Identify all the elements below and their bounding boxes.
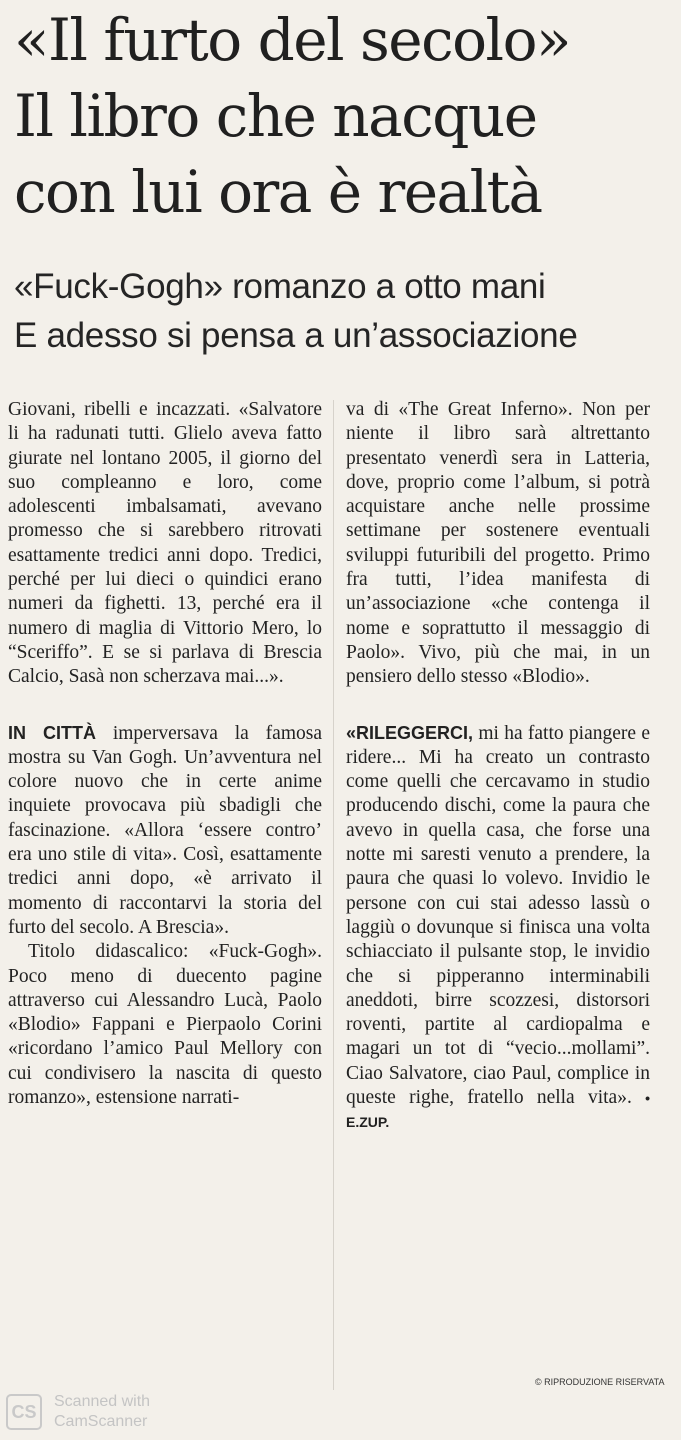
left-column bbox=[8, 398, 322, 1110]
subheadline-line-2: E adesso si pensa a un’associazione bbox=[14, 316, 578, 355]
headline-line-1: «Il furto del secolo» bbox=[14, 6, 570, 74]
left-paragraph-3: Titolo didascalico: «Fuck-Gogh». Poco meno di duecento pagine attraverso cui Alessandro Lucà, Paolo «Blodio» Fappani e Pierpaolo Corini «ricordano l’amico Paul Mellory con cui condivisero la nascita di questo romanzo», estensione narrati- bbox=[8, 941, 322, 1109]
headline bbox=[14, 2, 674, 230]
watermark-line-1: Scanned with bbox=[54, 1393, 151, 1410]
author-signature: • E.ZUP. bbox=[346, 1090, 651, 1131]
column-divider bbox=[333, 400, 334, 1390]
right-column bbox=[346, 398, 650, 1135]
paragraph-text: imperversava la famosa mostra su Van Gogh. Un’avventura nel colore nuovo che in certe anime inquiete provocava più sbadigli che fascinazione. «Allora ‘essere contro’ era uno stile di vita». Così, esattamente tredici anni dopo, «è arrivato il momento di raccontarvi la storia del furto del secolo. A Brescia». bbox=[8, 722, 322, 938]
left-paragraph-1: Giovani, ribelli e incazzati. «Salvatore li ha radunati tutti. Glielo aveva fatto giurate nel lontano 2005, il giorno del suo compleanno e loro, come adolescenti imbalsamati, avevano promesso che si sarebbero ritrovati esattamente tredici anni dopo. Tredici, perché per lui dieci o quindici erano numeri da fighetti. 13, perché era il numero di maglia di Vittorio Mero, lo “Sceriffo”. E se si parlava di Brescia Calcio, Sasà non scherzava mai...». bbox=[8, 399, 322, 688]
camscanner-logo-icon: CS bbox=[6, 1394, 42, 1430]
right-paragraph-2 bbox=[346, 721, 650, 1135]
headline-line-2: Il libro che nacque bbox=[14, 82, 537, 150]
paragraph-lead: IN CITTÀ bbox=[8, 722, 96, 743]
copyright-notice: © RIPRODUZIONE RISERVATA bbox=[535, 1377, 665, 1387]
subheadline-line-1: «Fuck-Gogh» romanzo a otto mani bbox=[14, 267, 546, 306]
scanner-watermark bbox=[6, 1390, 206, 1434]
paragraph-gap bbox=[8, 690, 322, 721]
watermark-text bbox=[54, 1392, 150, 1432]
paragraph-lead: «RILEGGERCI, bbox=[346, 722, 474, 743]
subheadline bbox=[14, 262, 674, 360]
paragraph-gap bbox=[346, 690, 650, 721]
watermark-line-2: CamScanner bbox=[54, 1413, 148, 1430]
left-paragraph-2 bbox=[8, 721, 322, 941]
right-paragraph-1: va di «The Great Inferno». Non per niente il libro sarà altrettanto presentato venerdì sera in Latteria, dove, proprio come l’album, si potrà acquistare anche nelle prossime settimane per sostenere eventuali sviluppi futuribili del progetto. Primo fra tutti, l’idea manifesta di un’associazione «che contenga il nome e soprattutto il messaggio di Paolo». Vivo, più che mai, in un pensiero dello stesso «Blodio». bbox=[346, 399, 650, 688]
headline-line-3: con lui ora è realtà bbox=[14, 158, 542, 226]
paragraph-text: mi ha fatto piangere e ridere... Mi ha creato un contrasto come quelli che cercavamo in studio producendo dischi, come la paura che avevo in quella casa, che forse una notte mi saresti venuto a prendere, la paura che quasi lo volevo. Invidio le persone con cui stai adesso lassù o laggiù o dovunque si finisca una volta schiacciato il pulsante stop, le invidio che si pipperanno interminabili aneddoti, birre scozzesi, distorsori roventi, partite al cardiopalma e magari un tot di “vecio...mollami”. Ciao Salvatore, ciao Paul, complice in queste righe, fratello nella vita». bbox=[346, 722, 650, 1109]
